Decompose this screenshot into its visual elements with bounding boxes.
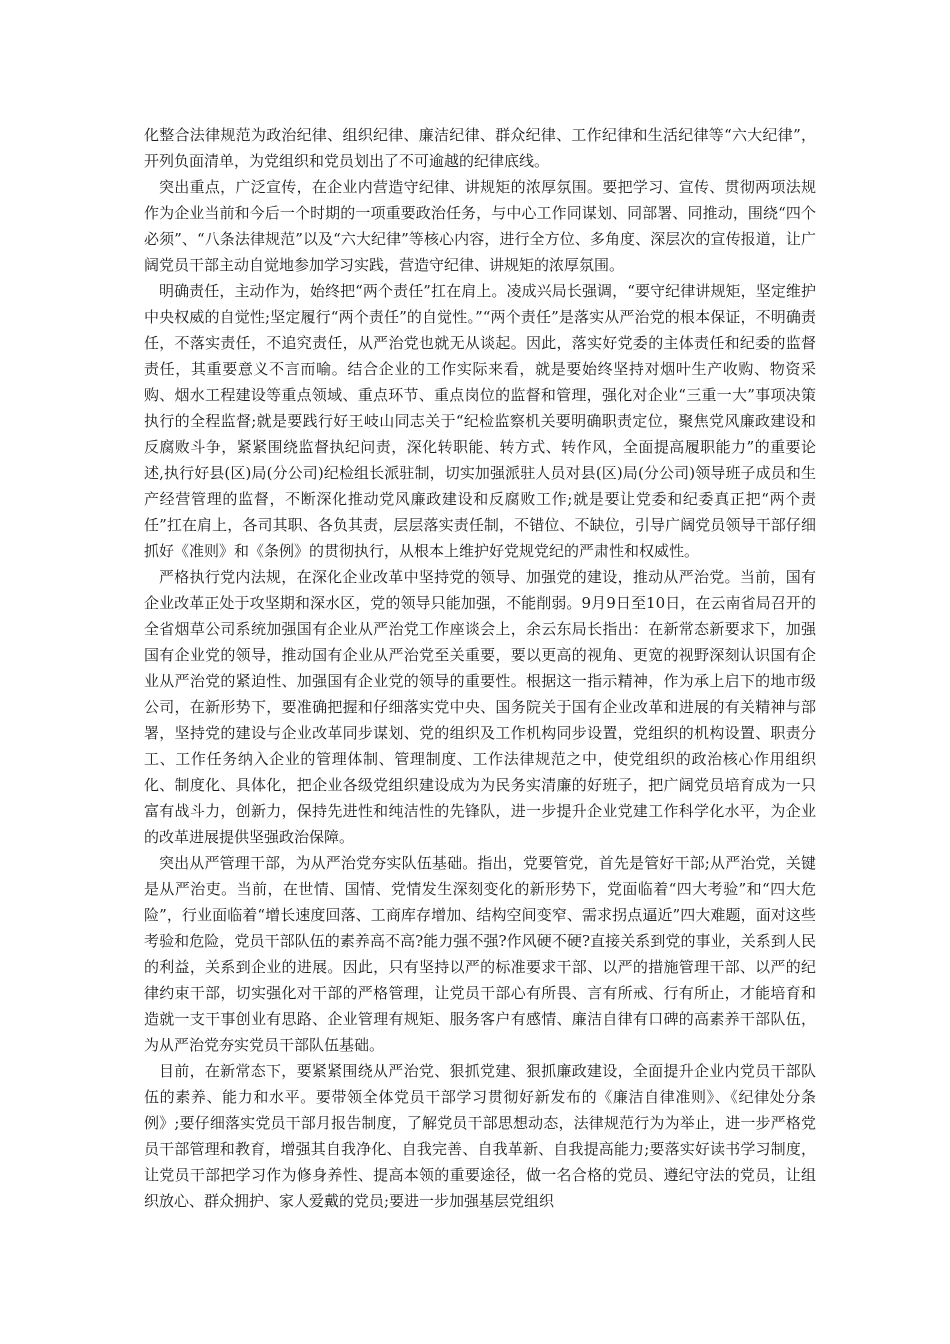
paragraph-publicity: 突出重点，广泛宣传，在企业内营造守纪律、讲规矩的浓厚氛围。要把学习、宣传、贯彻两项法规作为企业当前和今后一个时期的一项重要政治任务，与中心工作同谋划、同部署、同推动，围绕“四个必须”、“八条法律规范”以及“六大纪律”等核心内容，进行全方位、多角度、深层次的宣传报道，让广阔党员干部主动自觉地参加学习实践，营造守纪律、讲规矩的浓厚氛围。: [144, 178, 816, 274]
paragraph-responsibility: 明确责任，主动作为，始终把“两个责任”扛在肩上。凌成兴局长强调，“要守纪律讲规矩，坚定维护中央权威的自觉性;坚定履行“两个责任”的自觉性。”“两个责任”是落实从严治党的根本保证，不明确责任，不落实责任，不追究责任，从严治党也就无从谈起。因此，落实好党委的主体责任和纪委的监督责任，其重要意义不言而喻。结合企业的工作实际来看，就是要始终坚持对烟叶生产收购、物资采购、烟水工程建设等重点领域、重点环节、重点岗位的监督和管理，强化对企业“三重一大”事项决策执行的全程监督;就是要践行好王岐山同志关于“纪检监察机关要明确职责定位，聚焦党风廉政建设和反腐败斗争，紧紧围绕监督执纪问责，深化转职能、转方式、转作风，全面提高履职能力”的重要论述,执行好县(区)局(分公司)纪检组长派驻制，切实加强派驻人员对县(区)局(分公司)领导班子成员和生产经营管理的监督，不断深化推动党风廉政建设和反腐败工作;就是要让党委和纪委真正把“两个责任”扛在肩上，各司其职、各负其责，层层落实责任制，不错位、不缺位，引导广阔党员领导干部仔细抓好《准则》和《条例》的贯彻执行，从根本上维护好党规党纪的严肃性和权威性。: [144, 282, 816, 560]
paragraph-current-tasks: 目前，在新常态下，要紧紧围绕从严治党、狠抓党建、狠抓廉政建设，全面提升企业内党员干部队伍的素养、能力和水平。要带领全体党员干部学习贯彻好新发布的《廉洁自律准则》、《纪律处分条例》;要仔细落实党员干部月报告制度，了解党员干部思想动态，法律规范行为为举止，进一步严格党员干部管理和教育，增强其自我净化、自我完善、自我革新、自我提高能力;要落实好读书学习制度，让党员干部把学习作为修身养性、提高本领的重要途径，做一名合格的党员、遵纪守法的党员，让组织放心、群众拥护、家人爱戴的党员;要进一步加强基层党组织: [144, 1062, 816, 1210]
paragraph-continuation: 化整合法律规范为政治纪律、组织纪律、廉洁纪律、群众纪律、工作纪律和生活纪律等“六大纪律”，开列负面清单，为党组织和党员划出了不可逾越的纪律底线。: [144, 126, 816, 170]
paragraph-party-regulations: 严格执行党内法规，在深化企业改革中坚持党的领导、加强党的建设，推动从严治党。当前，国有企业改革正处于攻坚期和深水区，党的领导只能加强，不能削弱。9月9日至10日，在云南省局召开的全省烟草公司系统加强国有企业从严治党工作座谈会上，余云东局长指出：在新常态新要求下，加强国有企业党的领导，推动国有企业从严治党至关重要，要以更高的视角、更宽的视野深刻认识国有企业从严治党的紧迫性、加强国有企业党的领导的重要性。根据这一指示精神，作为承上启下的地市级公司，在新形势下，要准确把握和仔细落实党中央、国务院关于国有企业改革和进展的有关精神与部署，坚持党的建设与企业改革同步谋划、党的组织及工作机构同步设置，党组织的机构设置、职责分工、工作任务纳入企业的管理体制、管理制度、工作法律规范之中，使党组织的政治核心作用组织化、制度化、具体化，把企业各级党组织建设成为为民务实清廉的好班子，把广阔党员培育成为一只富有战斗力，创新力，保持先进性和纯洁性的先锋队，进一步提升企业党建工作科学化水平，为企业的改革进展提供坚强政治保障。: [144, 568, 816, 846]
document-page: [144, 122, 816, 1214]
paragraph-cadre-management: 突出从严管理干部，为从严治党夯实队伍基础。指出，党要管党，首先是管好干部;从严治党，关键是从严治吏。当前，在世情、国情、党情发生深刻变化的新形势下，党面临着“四大考验”和“四大危险”，行业面临着“增长速度回落、工商库存增加、结构空间变窄、需求拐点逼近”四大难题，面对这些考验和危险，党员干部队伍的素养高不高?能力强不强?作风硬不硬?直接关系到党的事业，关系到人民的利益，关系到企业的进展。因此，只有坚持以严的标准要求干部、以严的措施管理干部、以严的纪律约束干部，切实强化对干部的严格管理，让党员干部心有所畏、言有所戒、行有所止，才能培育和造就一支干事创业有思路、企业管理有规矩、服务客户有感情、廉洁自律有口碑的高素养干部队伍，为从严治党夯实党员干部队伍基础。: [144, 854, 816, 1054]
